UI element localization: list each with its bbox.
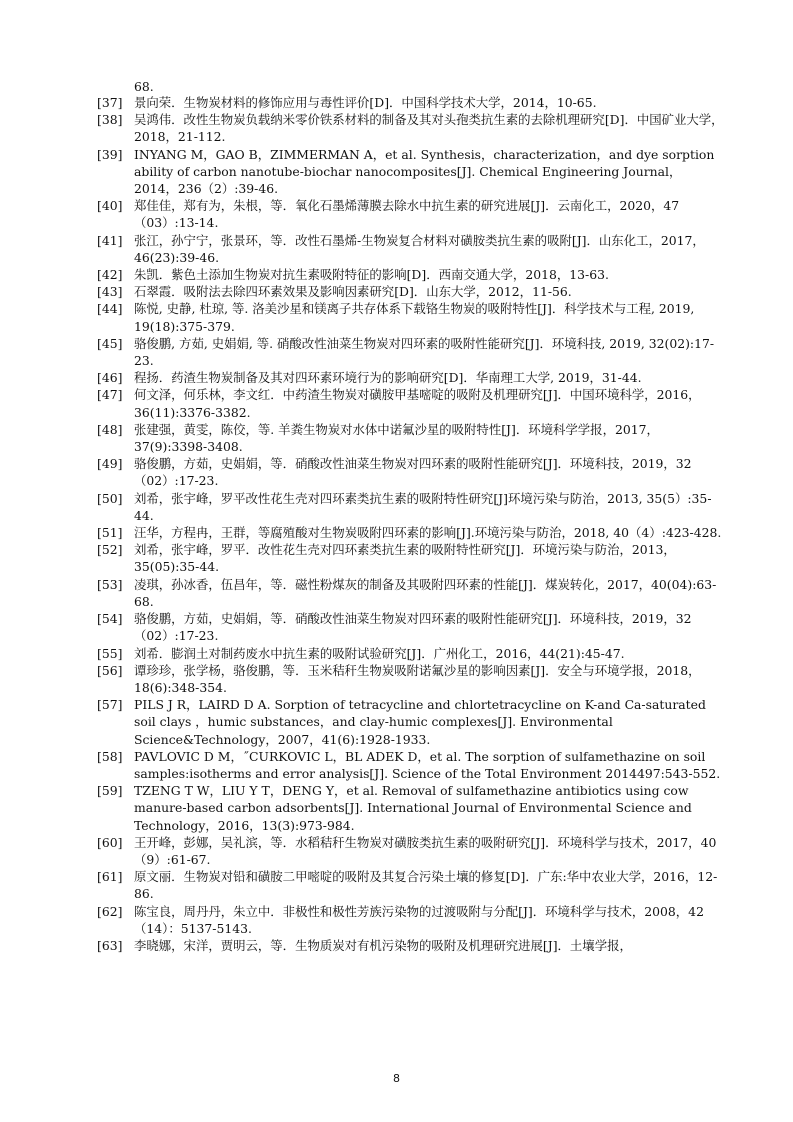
reference-item [97,455,725,489]
reference-number: [57] [97,697,123,713]
reference-text: 汪华，方程冉，王群，等腐殖酸对生物炭吸附四环素的影响[J].环境污染与防治，2018, 40（4）:423-428. [134,525,722,541]
reference-number: [37] [97,95,123,110]
reference-number: [45] [97,335,123,351]
reference-item [97,283,725,300]
reference-item [97,197,725,231]
reference-number: [44] [97,301,123,317]
reference-item [97,937,725,954]
reference-item [97,94,725,111]
reference-text: 张江，孙宁宁，张景环，等．改性石墨烯-生物炭复合材料对磺胺类抗生素的吸附[J]．山东化工，2017，46(23):39-46. [134,232,705,265]
reference-number: [56] [97,662,123,678]
reference-item [97,610,725,644]
reference-number: [63] [97,937,123,953]
reference-item [97,146,725,198]
reference-text: 张建强，黄雯，陈佼，等. 羊粪生物炭对水体中诺氟沙星的吸附特性[J]．环境科学学报，2017，37(9):3398-3408. [134,421,659,455]
reference-item [97,748,725,782]
reference-number: [38] [97,112,123,128]
reference-number: [52] [97,542,123,558]
reference-item [97,645,725,662]
reference-item [97,421,725,455]
reference-item [97,696,725,748]
reference-text: 朱凯．紫色土添加生物炭对抗生素吸附特征的影响[D]．西南交通大学，2018，13-63. [134,267,609,283]
reference-text: 石翠霞．吸附法去除四环素效果及影响因素研究[D]．山东大学，2012，11-56. [134,284,572,300]
reference-item [97,524,725,541]
reference-item [97,111,725,145]
reference-text: 陈悦, 史静, 杜琼, 等. 洛美沙星和镁离子共存体系下载铬生物炭的吸附特性[J]．科学技术与工程, 2019, 19(18):375-379. [134,301,695,334]
reference-number: [40] [97,198,123,214]
reference-item [97,662,725,696]
reference-text: 刘希，张宇峰，罗平改性花生壳对四环素类抗生素的吸附特性研究[J]环境污染与防治，2013, 35(5）:35-44. [134,490,712,523]
reference-text: 刘希．膨润土对制药废水中抗生素的吸附试验研究[J]．广州化工，2016，44(21):45-47. [134,645,625,661]
reference-item [97,266,725,283]
reference-item [97,868,725,902]
reference-item [97,369,725,386]
reference-number: [51] [97,525,123,541]
reference-text: 凌琪，孙冰香，伍昌年，等．磁性粉煤灰的制备及其吸附四环素的性能[J]．煤炭转化，2017，40(04):63-68. [134,576,717,609]
reference-number: [47] [97,387,123,403]
reference-text: 王开峰，彭娜，吴礼滨，等．水稻秸秆生物炭对磺胺类抗生素的吸附研究[J]．环境科学与技术，2017，40（9）:61-67. [134,834,717,867]
reference-number: [48] [97,421,123,437]
reference-text: PILS J R，LAIRD D A. Sorption of tetracycline and chlortetracycline on K-and Ca-saturated soil clays ，humic substances，and clay-humic complexes[J]. Environmental Science&Technology，2007，41(6):1928-1933. [134,697,706,747]
reference-item [97,903,725,937]
reference-text: 吴鸿伟．改性生物炭负载纳米零价铁系材料的制备及其对头孢类抗生素的去除机理研究[D]．中国矿业大学，2018，21-112. [134,112,724,145]
reference-text: 李晓娜，宋洋，贾明云，等．生物质炭对有机污染物的吸附及机理研究进展[J]．土壤学报， [134,937,632,953]
reference-number: [50] [97,490,123,506]
reference-number: [54] [97,611,123,627]
reference-number: [59] [97,783,123,799]
reference-text: 骆俊鹏，方茹，史娟娟，等．硝酸改性油菜生物炭对四环素的吸附性能研究[J]．环境科技，2019，32（02）:17-23. [134,456,692,489]
reference-number: [39] [97,146,123,162]
reference-text: 谭珍珍，张学杨，骆俊鹏，等．玉米秸秆生物炭吸附诺氟沙星的影响因素[J]．安全与环境学报，2018，18(6):348-354. [134,662,701,695]
reference-number: [43] [97,284,123,300]
reference-text: 原文丽．生物炭对铅和磺胺二甲嘧啶的吸附及其复合污染土壤的修复[D]．广东:华中农业大学，2016，12-86. [134,869,718,902]
reference-number: [58] [97,748,123,764]
reference-text: 景向荣．生物炭材料的修饰应用与毒性评价[D]．中国科学技术大学，2014，10-65. [134,95,597,110]
reference-item [97,834,725,868]
reference-text: TZENG T W，LIU Y T，DENG Y，et al. Removal of sulfamethazine antibiotics using cow manure-based carbon adsorbents[J]. International Journal of Environmental Science and Technology，2016，13(3):973-984. [134,783,692,833]
reference-item [97,782,725,834]
reference-text: 郑佳佳，郑有为，朱根，等．氧化石墨烯薄膜去除水中抗生素的研究进展[J]．云南化工，2020，47（03）:13-14. [134,198,680,231]
reference-number: [41] [97,232,123,248]
reference-number: [46] [97,370,123,386]
continuation-text: 68. [134,79,154,94]
reference-item [97,576,725,610]
reference-item [97,541,725,575]
reference-item [97,490,725,524]
reference-number: [55] [97,645,123,661]
reference-text: 程扬．药渣生物炭制备及其对四环素环境行为的影响研究[D]．华南理工大学, 2019，31-44. [134,370,642,386]
reference-text: 骆俊鹏，方茹，史娟娟，等．硝酸改性油菜生物炭对四环素的吸附性能研究[J]．环境科技，2019，32（02）:17-23. [134,611,692,644]
reference-number: [49] [97,456,123,472]
reference-text: 何文泽，何乐林，李文红．中药渣生物炭对磺胺甲基嘧啶的吸附及机理研究[J]．中国环境科学，2016，36(11):3376-3382. [134,387,701,420]
reference-text: 骆俊鹏, 方茹, 史娟娟, 等. 硝酸改性油菜生物炭对四环素的吸附性能研究[J]．环境科技, 2019, 32(02):17-23. [134,335,715,369]
reference-list [97,94,725,954]
reference-text: 陈宝良，周丹丹，朱立中．非极性和极性芳族污染物的过渡吸附与分配[J]．环境科学与技术，2008，42（14）：5137-5143. [134,903,704,936]
reference-number: [53] [97,576,123,592]
reference-item [97,300,725,334]
reference-text: 刘希，张宇峰，罗平．改性花生壳对四环素类抗生素的吸附特性研究[J]．环境污染与防治，2013，35(05):35-44. [134,542,676,575]
reference-number: [61] [97,869,123,885]
reference-item [97,335,725,369]
reference-item [97,232,725,266]
reference-text: PAVLOVIC D M，˝CURKOVIC L，BL ADEK D，et al. The sorption of sulfamethazine on soil samples:isotherms and error analysis[J]. Science of the Total Environment 2014497:543-552. [134,748,721,781]
reference-text: INYANG M，GAO B，ZIMMERMAN A，et al. Synthesis，characterization，and dye sorption ability of carbon nanotube-biochar nanocomposites[J]. Chemical Engineering Journal，2014，236（2）:39-46. [134,146,715,197]
page-number: 8 [393,1072,400,1085]
reference-number: [62] [97,903,123,919]
reference-item [97,386,725,420]
reference-number: [60] [97,834,123,850]
reference-number: [42] [97,267,123,283]
